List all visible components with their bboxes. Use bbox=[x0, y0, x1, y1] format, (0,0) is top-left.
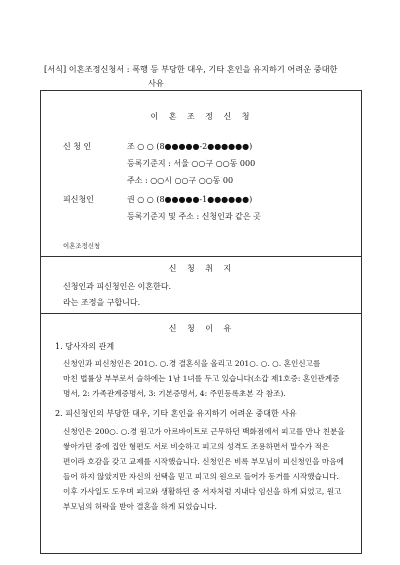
reason-item2-line: 이후 가사일도 도우며 피고와 생활하던 중 서자처럼 지내다 임신을 하게 되었고, 원고 bbox=[63, 487, 342, 496]
applicant-domicile: 등록기준지 : 서울 ○○구 ○○동 000 bbox=[127, 159, 256, 168]
reason-item1-line: 마친 법률상 부부로서 슬하에는 1남 1녀를 두고 있습니다(소갑 제1호증: 혼인관계증 bbox=[63, 374, 340, 383]
reason-item1-body bbox=[63, 356, 355, 401]
document-title bbox=[44, 62, 364, 90]
reason-item2-body bbox=[63, 424, 355, 514]
divider-top bbox=[41, 256, 361, 257]
respondent-name: 권 ○ ○ (8●●●●●-1●●●●●●) bbox=[127, 195, 253, 204]
reasons-heading: 신 청 이 유 bbox=[168, 324, 236, 333]
reason-item2-title: 2. 피신청인의 부당한 대우, 기타 혼인을 유지하기 어려운 중대한 사유 bbox=[55, 409, 297, 418]
applicant-label: 신 청 인 bbox=[63, 142, 92, 151]
applicant-name: 조 ○ ○ (8●●●●●-2●●●●●●) bbox=[127, 142, 253, 151]
document-title-line1: [서식] 이혼조정신청서 : 폭행 등 부당한 대우, 기타 혼인을 유지하기 어려운 중대한 bbox=[44, 64, 338, 74]
reason-item2-line: 신청인은 200○. ○.경 원고가 아르바이트로 근무하던 백화점에서 피고를 만나 친분을 bbox=[63, 427, 345, 436]
reason-item2-line: 부모님의 허락을 받아 결혼을 하게 되었습니다. bbox=[63, 502, 217, 511]
reason-item1-title: 1. 당사자의 관계 bbox=[55, 342, 115, 351]
reason-item2-line: 들어 하지 않았지만 자신의 선택을 믿고 피고의 원으로 들어가 동거를 시작했습니다. bbox=[63, 472, 339, 481]
purpose-line2: 라는 조정을 구합니다. bbox=[63, 298, 141, 307]
respondent-domicile-address: 등록기준지 및 주소 : 신청인과 같은 곳 bbox=[127, 212, 261, 221]
reason-item2-line: 쌓아가던 중에 집안 형편도 서로 비슷하고 피고의 성격도 조용하면서 말수가 적은 bbox=[63, 442, 330, 451]
reason-item2-line: 편이라 호감을 갖고 교제를 시작했습니다. 신청인은 비록 부모님이 피신청인을 마음에 bbox=[63, 457, 344, 466]
respondent-label: 피신청인 bbox=[63, 195, 94, 204]
purpose-heading: 신 청 취 지 bbox=[168, 264, 236, 273]
small-label: 이혼조정신청 bbox=[63, 242, 101, 250]
purpose-line1: 신청인과 피신청인은 이혼한다. bbox=[63, 282, 172, 291]
form-frame bbox=[40, 90, 362, 554]
document-title-line2: 사유 bbox=[148, 78, 164, 88]
divider-middle bbox=[41, 313, 361, 314]
form-heading: 이 혼 조 정 신 청 bbox=[150, 112, 254, 121]
applicant-address: 주소 : ○○시 ○○구 ○○동 00 bbox=[127, 176, 234, 185]
reason-item1-line: 신청인과 피신청인은 201○. ○.경 결혼식을 올리고 201○. ○. ○. 혼인신고를 bbox=[63, 359, 321, 368]
reason-item1-line: 명서, 2: 가족관계증명서, 3: 기본증명서, 4: 주민등록초본 각 참조). bbox=[63, 389, 286, 398]
